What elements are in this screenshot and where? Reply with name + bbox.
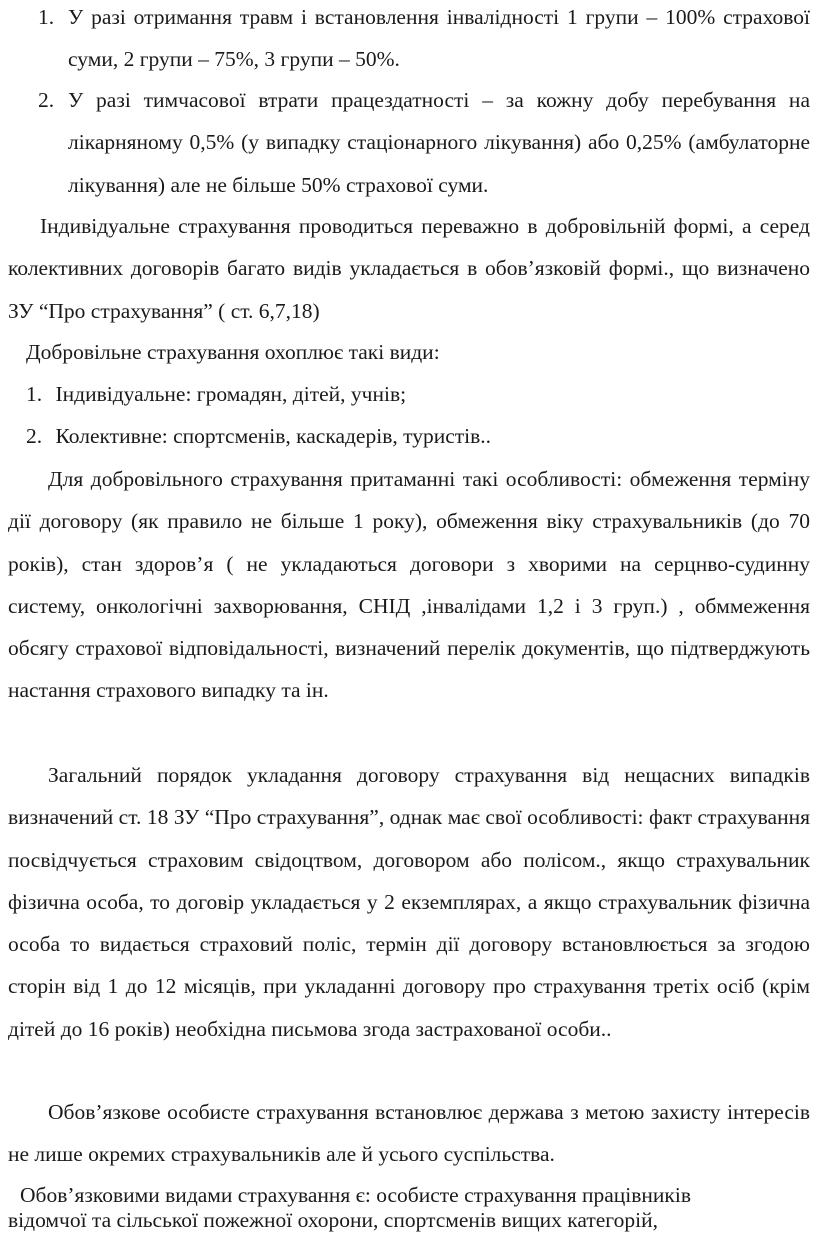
list-item-text: У разі тимчасової втрати працездатності – за кожну добу перебування на лікарняному 0,5% (у випадку стаціонарного лікування) або 0,25% (амбулаторне лікування) але не більше 50% страхової суми. xyxy=(68,88,810,197)
list-marker: 2. xyxy=(38,88,55,112)
list-item-text: Індивідуальне: громадян, дітей, учнів; xyxy=(55,382,407,406)
voluntary-type-item xyxy=(26,373,406,415)
paragraph-mandatory-types xyxy=(8,1183,810,1233)
list-marker: 2. xyxy=(26,424,43,448)
voluntary-intro: Добровільне страхування охоплює такі види: xyxy=(26,340,440,364)
paragraph-individual-insurance: Індивідуальне страхування проводиться переважно в добровільній формі, а серед колективних договорів багато видів укладається в обов’язковій формі., що визначено ЗУ “Про страхування” ( ст. 6,7,18) xyxy=(8,214,810,323)
paragraph-mandatory-insurance: Обов’язкове особисте страхування встановлює держава з метою захисту інтересів не лише окремих страхувальників але й усього суспільства. xyxy=(8,1100,810,1167)
paragraph-general-order: Загальний порядок укладання договору страхування від нещасних випадків визначений ст. 18 ЗУ “Про страхування”, однак має свої особливості: факт страхування посвідчується страховим свідоцтвом, договором або полісом., якщо страхувальник фізична особа, то договір укладається у 2 екземплярах, а якщо страхувальник фізична особа то видається страховий поліс, термін дії договору встановлюється за згодою сторін від 1 до 12 місяців, при укладанні договору про страхування третіх осіб (крім дітей до 16 років) необхідна письмова згода застрахованої особи.. xyxy=(8,763,810,1041)
payout-list-item xyxy=(38,0,810,81)
voluntary-type-item xyxy=(26,415,491,457)
text-line: відомчої та сільської пожежної охорони, спортсменів вищих категорій, xyxy=(8,1208,658,1232)
list-item-text: Колективне: спортсменів, каскадерів, туристів.. xyxy=(55,424,492,448)
text-line: Обов’язковими видами страхування є: особисте страхування працівників xyxy=(20,1183,691,1207)
paragraph-voluntary-features: Для добровільного страхування притаманні такі особливості: обмеження терміну дії договору (як правило не більше 1 року), обмеження віку страхувальників (до 70 років), стан здоров’я ( не укладаються договори з хворими на серцнво-судинну систему, онкологічні захворювання, СНІД ,інвалідами 1,2 і 3 груп.) , обммеження обсягу страхової відповідальності, визначений перелік документів, що підтверджують настання страхового випадку та ін. xyxy=(8,467,810,703)
list-marker: 1. xyxy=(38,5,55,29)
list-item-text: У разі отримання травм і встановлення інвалідності 1 групи – 100% страхової суми, 2 групи – 75%, 3 групи – 50%. xyxy=(68,5,810,72)
list-marker: 1. xyxy=(26,382,43,406)
payout-list-item xyxy=(38,79,810,206)
